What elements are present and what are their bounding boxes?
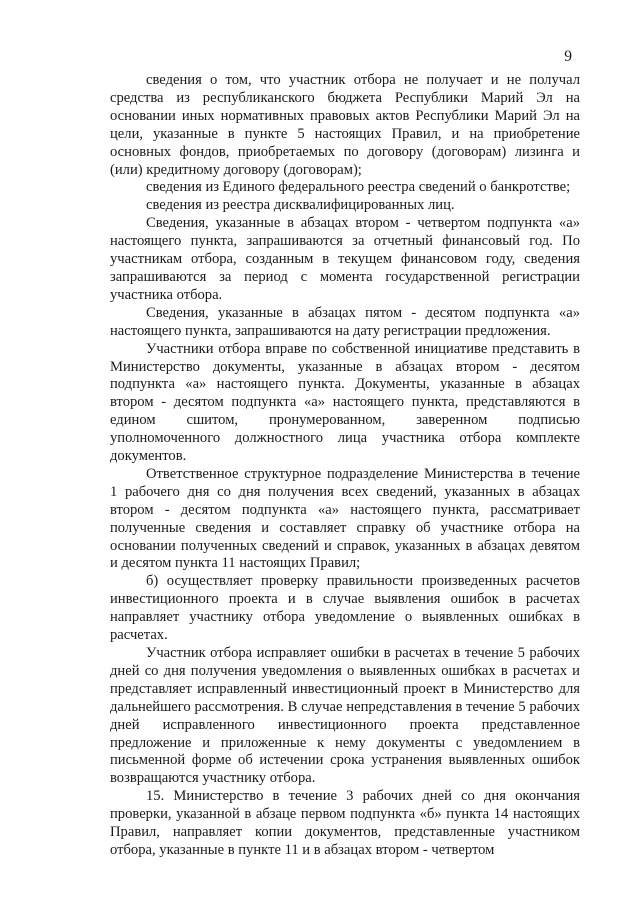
paragraph-calculation-check: б) осуществляет проверку правильности произведенных расчетов инвестиционного проекта и в случае выявления ошибок в расчетах направляет участнику отбора уведомление о выявленных ошибках в расчетах. <box>110 573 580 644</box>
document-body <box>110 72 580 860</box>
paragraph-responsible-unit: Ответственное структурное подразделение Министерства в течение 1 рабочего дня со дня получения всех сведений, указанных в абзацах втором - десятом подпункта «а» настоящего пункта, рассматривает полученные сведения и составляет справку об участнике отбора на основании полученных сведений и справок, указанных в абзацах девятом и десятом пункта 11 настоящих Правил; <box>110 465 580 572</box>
page-number: 9 <box>564 48 572 65</box>
paragraph-bankruptcy-registry: сведения из Единого федерального реестра сведений о банкротстве; <box>146 179 571 196</box>
paragraph-own-initiative: Участники отбора вправе по собственной инициативе представить в Министерство документы, указанные в абзацах втором - десятом подпункта «а» настоящего пункта. Документы, указанные в абзацах втором - десятом подпункта «а» настоящего пункта, представляются в едином сшитом, пронумерованном, заверенном подписью уполномоченного должностного лица участника отбора комплекте документов. <box>110 340 580 465</box>
paragraph-disqualified-registry: сведения из реестра дисквалифицированных лиц. <box>146 197 455 214</box>
paragraph-sources-info: сведения о том, что участник отбора не получает и не получал средства из республиканского бюджета Республики Марий Эл на основании иных нормативных правовых актов Республики Марий Эл на цели, указанные в пункте 5 настоящих Правил, и на приобретение основных фондов, приобретаемых по договору (договорам) лизинга и (или) кредитному договору (договорам); <box>110 72 580 178</box>
paragraph-reporting-period: Сведения, указанные в абзацах втором - четвертом подпункта «а» настоящего пункта, запрашиваются за отчетный финансовый год. По участникам отбора, созданным в текущем финансовом году, сведения запрашиваются за период с момента государственной регистрации участника отбора. <box>110 215 580 303</box>
paragraph-item-15: 15. Министерство в течение 3 рабочих дней со дня окончания проверки, указанной в абзаце первом подпункта «б» пункта 14 настоящих Правил, направляет копии документов, представленные участником отбора, указанные в пункте 11 и в абзацах втором - четвертом <box>110 788 580 858</box>
paragraph-error-correction: Участник отбора исправляет ошибки в расчетах в течение 5 рабочих дней со дня получения уведомления о выявленных ошибках в расчетах и представляет исправленный инвестиционный проект в Министерство для дальнейшего рассмотрения. В случае непредставления в течение 5 рабочих дней исправленного инвестиционного проекта представленное предложение и приложенные к нему документы с уведомлением в письменной форме об истечении срока устранения выявленных ошибок возвращаются участнику отбора. <box>110 645 580 787</box>
paragraph-registration-date: Сведения, указанные в абзацах пятом - десятом подпункта «а» настоящего пункта, запрашиваются на дату регистрации предложения. <box>110 304 580 339</box>
